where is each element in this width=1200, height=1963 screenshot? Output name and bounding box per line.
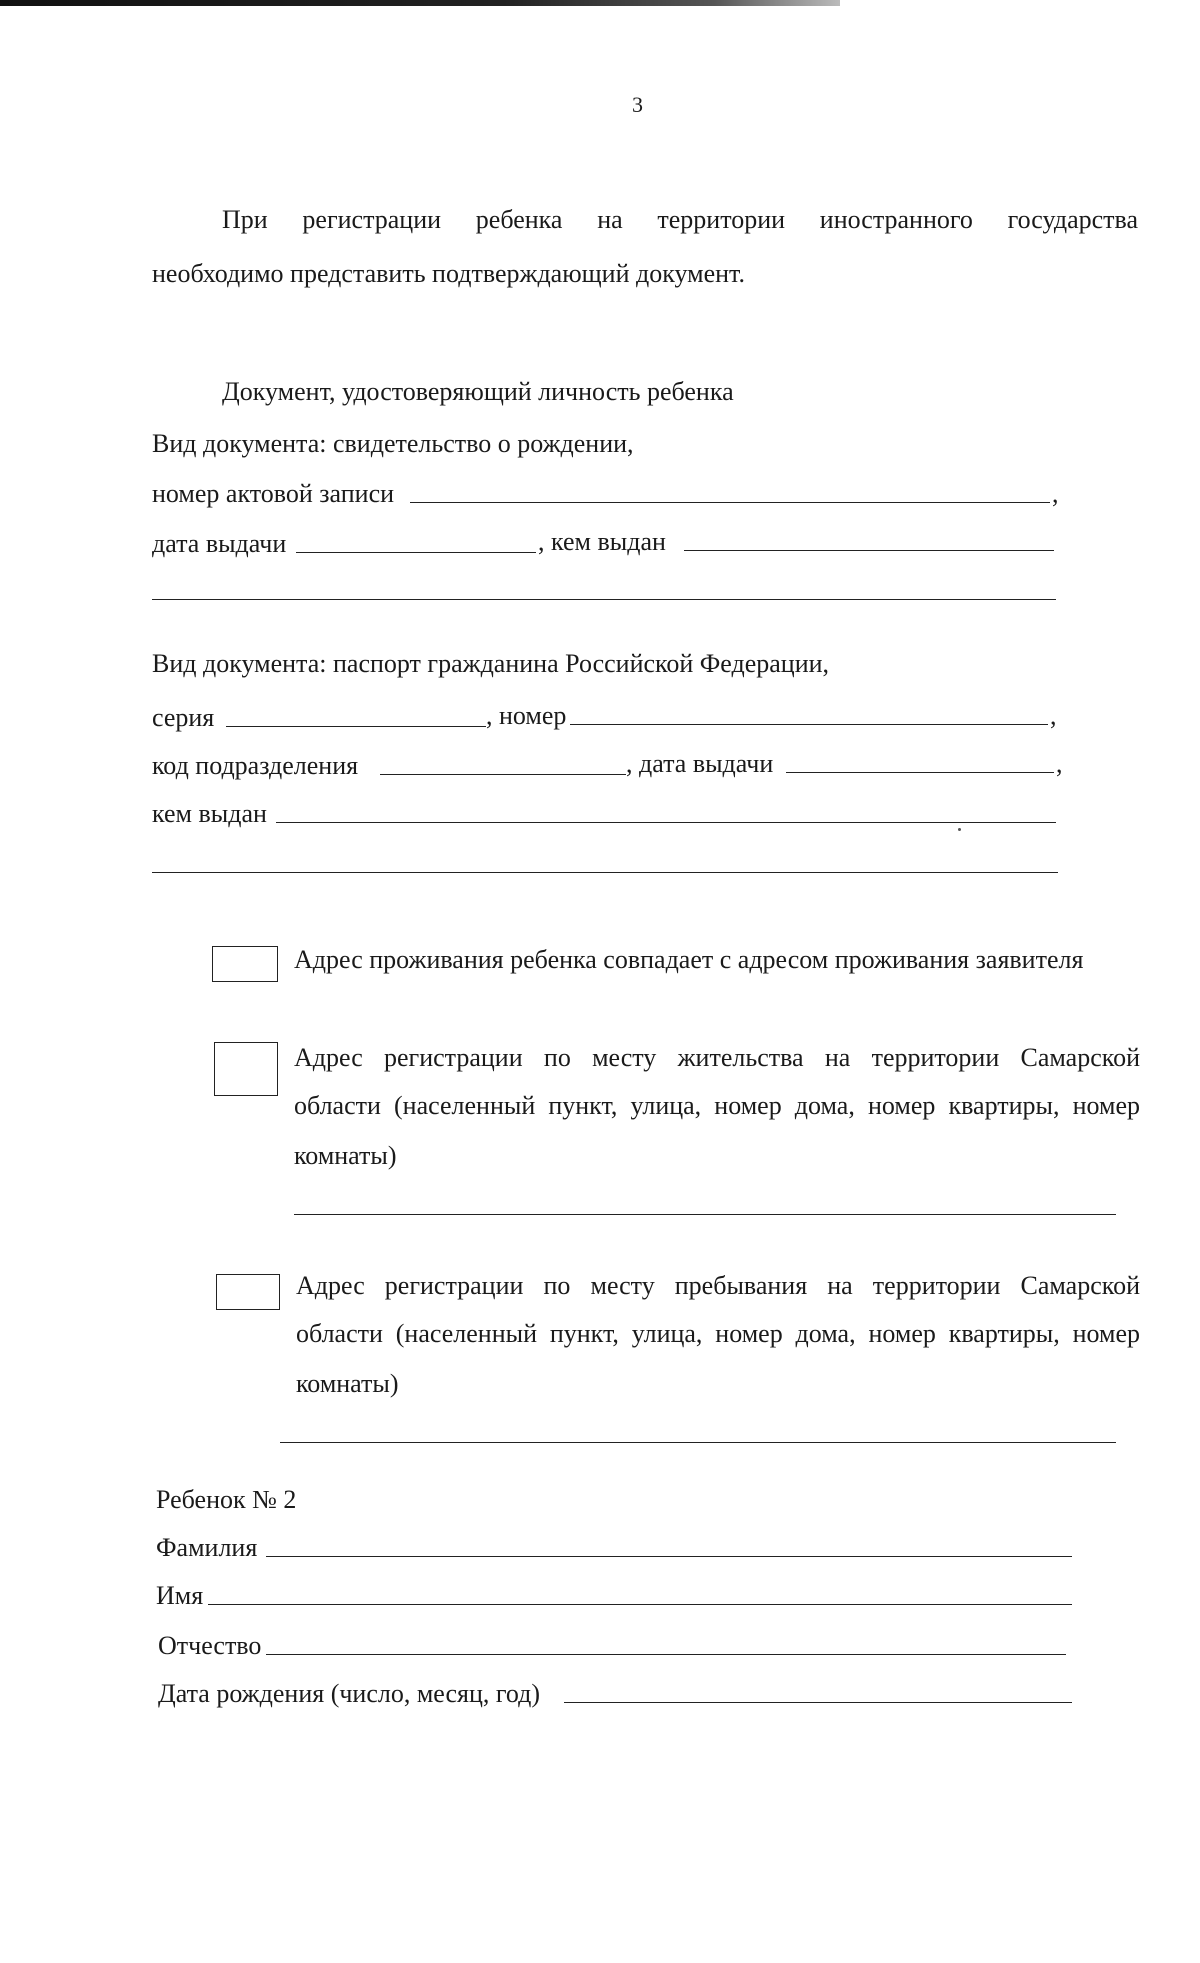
residence-address-line-1: Адрес регистрации по месту жительства на территории Самарской: [294, 1043, 1140, 1072]
patronymic-field[interactable]: [266, 1654, 1066, 1655]
first-name-label: Имя: [156, 1581, 204, 1610]
identity-doc-heading: Документ, удостоверяющий личность ребенка: [222, 377, 734, 406]
birth-cert-issue-date-field[interactable]: [296, 552, 536, 553]
record-number-label: номер актовой записи: [152, 479, 395, 508]
first-name-field[interactable]: [208, 1604, 1072, 1605]
patronymic-label: Отчество: [158, 1631, 262, 1660]
residence-address-checkbox[interactable]: [214, 1042, 278, 1096]
unit-code-label: код подразделения: [152, 751, 359, 780]
record-number-field[interactable]: [410, 502, 1050, 503]
comma: ,: [1052, 479, 1059, 508]
intro-line-2: необходимо представить подтверждающий документ.: [152, 259, 745, 288]
birth-date-label: Дата рождения (число, месяц, год): [158, 1679, 541, 1708]
birth-cert-issued-by-field[interactable]: [684, 550, 1054, 551]
birth-cert-type-label: Вид документа: свидетельство о рождении,: [152, 429, 634, 458]
residence-address-line-3: комнаты): [294, 1141, 397, 1170]
stay-address-checkbox[interactable]: [216, 1274, 280, 1310]
last-name-field[interactable]: [266, 1556, 1072, 1557]
birth-date-field[interactable]: [564, 1702, 1072, 1703]
comma: ,: [1056, 749, 1063, 778]
birth-cert-issue-date-label: дата выдачи: [152, 529, 287, 558]
passport-issue-date-field[interactable]: [786, 772, 1054, 773]
page-number: 3: [632, 92, 643, 117]
unit-code-field[interactable]: [380, 774, 626, 775]
stay-address-field[interactable]: [280, 1442, 1116, 1443]
passport-issued-by-field[interactable]: [276, 822, 1056, 823]
number-label: , номер: [486, 701, 567, 730]
stay-address-line-1: Адрес регистрации по месту пребывания на территории Самарской: [296, 1271, 1140, 1300]
child2-heading: Ребенок № 2: [156, 1485, 297, 1514]
comma: ,: [1050, 701, 1057, 730]
passport-issue-date-label: , дата выдачи: [626, 749, 774, 778]
same-address-label: Адрес проживания ребенка совпадает с адресом проживания заявителя: [294, 945, 1084, 974]
intro-line-1: При регистрации ребенка на территории иностранного государства: [222, 205, 1138, 234]
residence-address-line-2: области (населенный пункт, улица, номер дома, номер квартиры, номер: [294, 1091, 1140, 1120]
scan-edge: [0, 0, 840, 6]
passport-issued-by-field-2[interactable]: [152, 872, 1058, 873]
birth-cert-issued-by-field-2[interactable]: [152, 599, 1056, 600]
stay-address-line-2: области (населенный пункт, улица, номер дома, номер квартиры, номер: [296, 1319, 1140, 1348]
same-address-checkbox[interactable]: [212, 946, 278, 982]
number-field[interactable]: [570, 724, 1048, 725]
series-field[interactable]: [226, 726, 486, 727]
birth-cert-issued-by-label: , кем выдан: [538, 527, 666, 556]
residence-address-field[interactable]: [294, 1214, 1116, 1215]
passport-type-label: Вид документа: паспорт гражданина Российской Федерации,: [152, 649, 830, 678]
passport-issued-by-label: кем выдан: [152, 799, 267, 828]
series-label: серия: [152, 703, 215, 732]
stay-address-line-3: комнаты): [296, 1369, 399, 1398]
last-name-label: Фамилия: [156, 1533, 258, 1562]
scan-speck: [958, 828, 961, 831]
